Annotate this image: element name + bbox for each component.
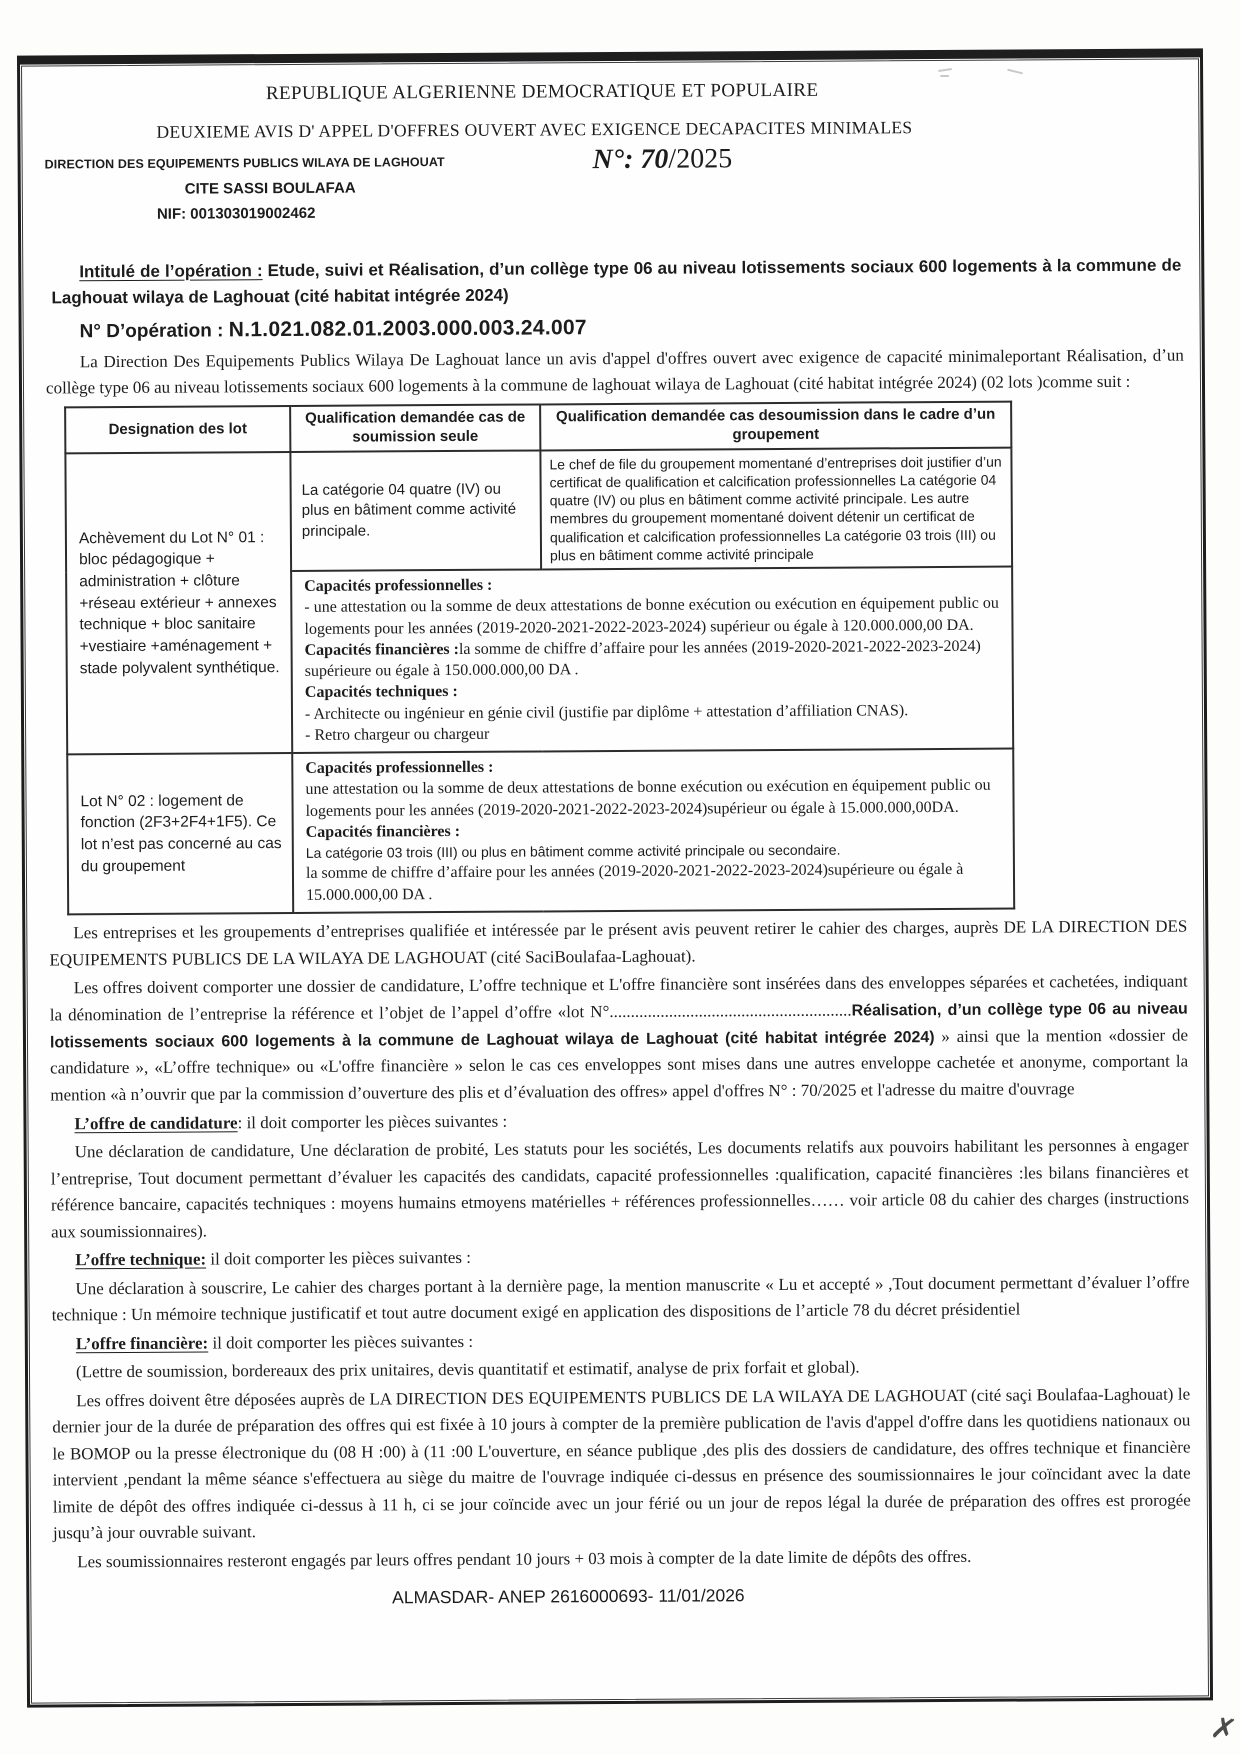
lot1-cap-fin-text: la somme de chiffre d’affaire pour les années (2019-2020-2021-2022-2023-2024) supérieure ou égale à 150.000.000,00 DA . — [304, 637, 981, 680]
lot1-designation-cell: Achèvement du Lot N° 01 : bloc pédagogique + administration + clôture +réseau extérieur + annexes technique + bloc sanitaire +vestiaire +aménagement + stade polyvalent synthétique. — [65, 452, 292, 755]
table-row-lot2 — [67, 749, 1014, 915]
operation-number-label: N° D’opération : — [79, 320, 229, 342]
operation-title — [51, 253, 1181, 313]
section-financiere-heading — [52, 1324, 1190, 1357]
table-row-lot1-qualifications — [65, 447, 1012, 572]
paragraph-depot: Les offres doivent être déposées auprès de LA DIRECTION DES EQUIPEMENTS PUBLICS DE LA WILAYA DE LAGHOUAT (cité saçi Boulafaa-Laghouat) le dernier jour de la durée de préparation des offres qui est fixée à 10 jours à compter de la première publication de l'avis d'appel d'offre dans les quotidiens nationaux ou le BOMOP ou la presse électronique du (08 H :00) à (11 :00 L'ouverture, en séance publique ,des plis des dossiers de candidature, des offres technique et financière intervient ,pendant la même séance s'effectuera au siège du maitre de l'ouvrage indiquée ci-dessus en présence des soumissionnaires le jour coïncidant avec la date limite de dépôt des offres indiquée ci-dessus à 11 h, ci se jour coïncide avec un jour férié ou un jour de repos légal la durée de préparation des offres est prorogée jusqu’à jour ouvrable suivant. — [52, 1384, 1191, 1543]
lot1-group-qualification-cell: Le chef de file du groupement momentané d’entreprises doit justifier d’un certificat de qualification et calcification professionnelles La catégorie 04 quatre (IV) ou plus en bâtiment comme activité principale. Les autre membres du groupement momentané doivent détenir un certificat de qualification et calcification professionnelles La catégorie 03 trois (III) ou plus en bâtiment comme activité principale — [540, 447, 1012, 569]
lot2-designation-cell: Lot N° 02 : logement de fonction (2F3+2F4+1F5). Ce lot n’est pas concerné au cas du groupement — [67, 753, 293, 914]
lot1-cap-pro-label: Capacités professionnelles : — [304, 576, 493, 595]
direction-nif: NIF: 001303019002462 — [156, 204, 316, 223]
lot1-capacities-cell — [291, 567, 1013, 754]
paragraph-offres-part1: Les offres doivent comporter une dossier de candidature, L’offre technique et L'offre financière sont insérées dans des enveloppes séparées et cachetées, indiquant la dénomination de l’entreprise la référence et l’objet de l’appel d’offre «lot N°......................................................... — [49, 971, 1188, 1025]
paragraph-offres-part2: » ainsi que la mention «dossier de candidature », «L’offre technique» ou «L'offre financière » selon le cas ces enveloppes sont mises dans une autres enveloppe cachetée et anonyme, comportant la mention «à n’ouvrir que par la commission d’ouverture des plis et d’évaluation des offres» appel d'offres N° : 70/2025 et l'adresse du maitre d'ouvrage — [50, 1025, 1189, 1105]
header-row — [44, 143, 1186, 258]
lot1-cap-fin-label: Capacités financières : — [304, 640, 459, 659]
section-technique-heading — [51, 1241, 1189, 1274]
operation-number — [80, 312, 1186, 343]
notice-title: DEUXIEME AVIS D' APPEL D'OFFRES OUVERT AVEC EXIGENCE DECAPACITES MINIMALES — [156, 117, 913, 142]
pencil-stroke — [1007, 69, 1023, 75]
lot2-cap-fin-line2: la somme de chiffre d’affaire pour les années (2019-2020-2021-2022-2023-2024)supérieure ou égale à 15.000.000,00 DA . — [305, 861, 964, 904]
notice-number-prefix: N°: — [592, 143, 641, 176]
paragraph-offres — [50, 969, 1189, 1109]
x-mark: ✗ — [1207, 1709, 1240, 1750]
notice-number-year: /2025 — [668, 143, 733, 175]
lot2-cap-pro-text: une attestation ou la somme de deux attestations de bonne exécution ou exécution en équipement public ou logements pour les années (2019-2020-2021-2022-2023-2024)supérieur ou égale à 15.000.000,00DA. — [305, 777, 991, 820]
col-header-designation: Designation des lot — [65, 406, 290, 453]
lot2-cap-pro-label: Capacités professionnelles : — [305, 758, 494, 778]
intro-paragraph: La Direction Des Equipements Publics Wilaya De Laghouat lance un avis d'appel d'offres ouvert avec exigence de capacité minimaleportant Réalisation, d’un collège type 06 au niveau lotissements sociaux 600 logements à la commune de laghouat wilaya de Laghouat (cité habitat intégrée 2024) (02 lots )comme suit : — [45, 345, 1184, 398]
pencil-stroke — [940, 75, 949, 77]
section-financiere-text: (Lettre de soumission, bordereaux des prix unitaires, devis quantitatif et estimatif, analyse de prix forfait et global). — [75, 1357, 860, 1382]
lot1-solo-qualification-cell: La catégorie 04 quatre (IV) ou plus en bâtiment comme activité principale. — [290, 450, 541, 571]
technique-intro: il doit comporter les pièces suivantes : — [206, 1247, 472, 1269]
section-technique-text: Une déclaration à souscrire, Le cahier des charges portant à la dernière page, la mention manuscrite « Lu et accepté » ,Tout document permettant d’évaluer l’offre technique : Un mémoire technique justificatif et tout autre document exigé en application des dispositions de l’article 78 du décret présidentiel — [51, 1272, 1190, 1325]
notice-number — [593, 143, 733, 176]
table-header-row — [65, 402, 1011, 453]
lot2-capacities-cell — [292, 749, 1014, 913]
lot1-cap-tech-line1: - Architecte ou ingénieur en génie civil (justifie par diplôme + attestation d’affiliation CNAS). — [304, 701, 909, 723]
notice-number-value: 70 — [640, 143, 669, 175]
lots-table — [64, 401, 1015, 915]
paragraph-offres-bold: Réalisation, d’un collège type 06 au niveau lotissements sociaux 600 logements à la commune de Laghouat wilaya de Laghouat (cité habitat intégrée 2024) — [49, 1000, 1188, 1051]
lot1-cap-tech-line2: - Retro chargeur ou chargeur — [305, 725, 490, 744]
operation-title-text: Etude, suivi et Réalisation, d’un collège type 06 au niveau lotissements sociaux 600 logements à la commune de Laghouat wilaya de Laghouat (cité habitat intégrée 2024) — [51, 255, 1182, 308]
pencil-stroke — [938, 68, 952, 72]
republic-title: REPUBLIQUE ALGERIENNE DEMOCRATIQUE ET POPULAIRE — [265, 79, 819, 105]
body-text — [49, 914, 1193, 1576]
section-candidature-heading — [50, 1104, 1188, 1137]
technique-label: L’offre technique: — [75, 1249, 207, 1270]
section-candidature-text: Une déclaration de candidature, Une déclaration de probité, Les statuts pour les sociétés, Les documents relatifs aux pouvoirs habilitant les personnes à engager l’entreprise, Tout document permettant d’évaluer les capacités des candidats, capacité professionnelles :qualification, capacité financières :les bilans financières et référence bancaire, capacités techniques : moyens humains etmoyens matérielles + références professionnelles…… voir article 08 du cahier des charges (instructions aux soumissionnaires). — [50, 1135, 1190, 1242]
paragraph-engagement: Les soumissionnaires resteront engagés par leurs offres pendant 10 jours + 03 mois à compter de la date limite de dépôts des offres. — [77, 1546, 972, 1572]
paragraph-retrait: Les entreprises et les groupements d’entreprises qualifiée et intéressée par le présent avis peuvent retirer le cahier des charges, auprès DE LA DIRECTION DES EQUIPEMENTS PUBLICS DE LA WILAYA DE LAGHOUAT (cité SaciBoulafaa-Laghouat). — [49, 916, 1188, 969]
document-page — [21, 58, 1209, 1703]
direction-name: DIRECTION DES EQUIPEMENTS PUBLICS WILAYA DE LAGHOUAT — [44, 155, 445, 172]
lot1-cap-tech-label: Capacités techniques : — [304, 683, 458, 702]
candidature-label: L’offre de candidature — [74, 1112, 238, 1133]
col-header-group: Qualification demandée cas desoumission dans le cadre d’un groupement — [540, 402, 1011, 450]
scan-frame — [17, 48, 1213, 1707]
financiere-label: L’offre financière: — [75, 1333, 209, 1353]
operation-title-label: Intitulé de l’opération : — [79, 261, 263, 282]
candidature-intro: : il doit comporter les pièces suivantes : — [237, 1111, 508, 1132]
financiere-intro: il doit comporter les pièces suivantes : — [208, 1331, 474, 1353]
lot1-cap-pro-text: - une attestation ou la somme de deux attestations de bonne exécution ou exécution en équipement public ou logements pour les années (2019-2020-2021-2022-2023-2024) supérieur ou égale à 120.000.000,00 DA. — [304, 594, 999, 638]
anep-footer: ALMASDAR- ANEP 2616000693- 11/01/2026 — [392, 1585, 745, 1608]
lot2-cap-fin-line1: La catégorie 03 trois (III) ou plus en bâtiment comme activité principale ou secondaire. — [305, 841, 841, 862]
col-header-solo: Qualification demandée cas de soumission seule — [290, 405, 540, 452]
operation-number-value: N.1.021.082.01.2003.000.003.24.007 — [228, 315, 587, 342]
lot1-cap-fin-line — [305, 635, 1006, 682]
lot2-cap-fin-label: Capacités financières : — [305, 822, 461, 841]
direction-city: CITE SASSI BOULAFAA — [184, 179, 356, 198]
